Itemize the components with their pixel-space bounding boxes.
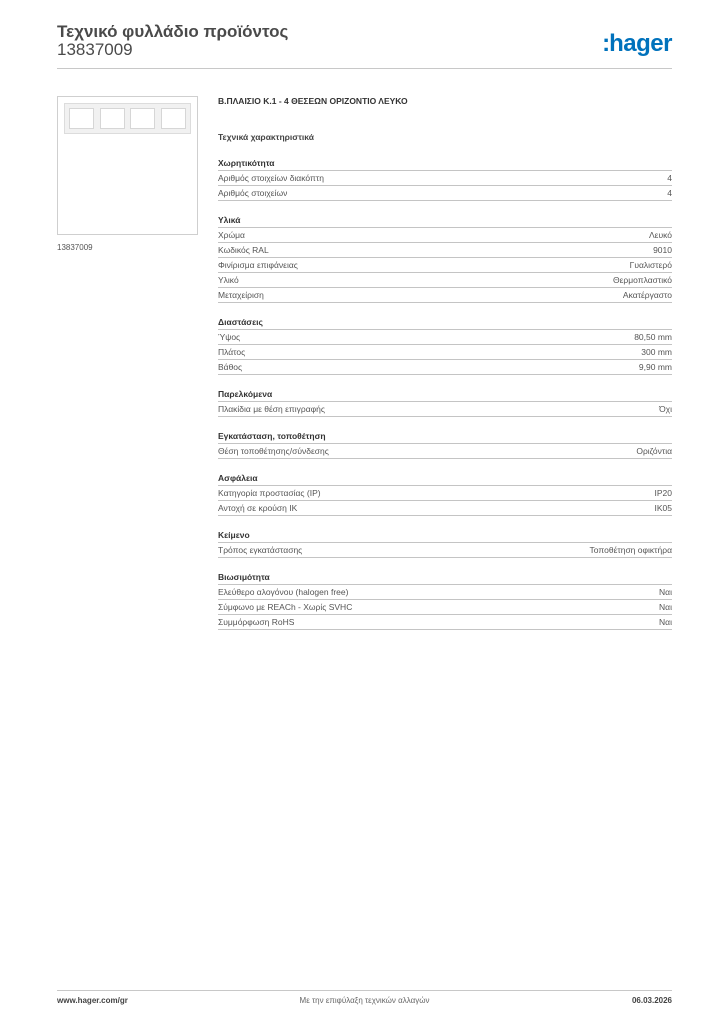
- spec-label: Χρώμα: [218, 230, 245, 240]
- spec-value: IK05: [654, 503, 672, 513]
- frame-slot: [161, 108, 186, 129]
- product-details: [218, 96, 672, 642]
- spec-label: Ύψος: [218, 332, 241, 342]
- page-footer: [57, 996, 672, 1010]
- page-header: [57, 20, 672, 68]
- spec-value: Τοποθέτηση οφικτήρα: [589, 545, 672, 555]
- spec-row: [218, 171, 672, 186]
- spec-group-title: Κείμενο: [218, 528, 672, 543]
- spec-label: Κωδικός RAL: [218, 245, 269, 255]
- spec-value: Ναι: [659, 602, 672, 612]
- document-number: 13837009: [57, 40, 133, 59]
- spec-row: [218, 330, 672, 345]
- spec-label: Υλικό: [218, 275, 239, 285]
- spec-label: Αριθμός στοιχείων διακόπτη: [218, 173, 324, 183]
- spec-label: Τρόπος εγκατάστασης: [218, 545, 303, 555]
- spec-label: Μεταχείριση: [218, 290, 264, 300]
- footer-date: 06.03.2026: [631, 996, 672, 1005]
- spec-value: 9010: [653, 245, 672, 255]
- spec-row: [218, 186, 672, 201]
- spec-value: Ακατέργαστο: [622, 290, 672, 300]
- spec-value: 300 mm: [641, 347, 672, 357]
- spec-label: Φινίρισμα επιφάνειας: [218, 260, 298, 270]
- logo-text: hager: [609, 30, 672, 57]
- spec-group-title: Υλικά: [218, 213, 672, 228]
- spec-group: [218, 156, 672, 201]
- document-title: Τεχνικό φυλλάδιο προϊόντος: [57, 22, 289, 41]
- spec-label: Αριθμός στοιχείων: [218, 188, 288, 198]
- spec-group-title: Χωρητικότητα: [218, 156, 672, 171]
- spec-row: [218, 615, 672, 630]
- frame-slot: [100, 108, 125, 129]
- product-image-caption: 13837009: [57, 243, 93, 252]
- spec-row: [218, 288, 672, 303]
- spec-group-title: Εγκατάσταση, τοποθέτηση: [218, 429, 672, 444]
- frame-slot: [69, 108, 94, 129]
- spec-value: Θερμοπλαστικό: [612, 275, 672, 285]
- spec-value: 9,90 mm: [638, 362, 672, 372]
- spec-group: [218, 315, 672, 375]
- spec-row: [218, 543, 672, 558]
- footer-website[interactable]: www.hager.com/gr: [57, 996, 128, 1005]
- frame-slot: [130, 108, 155, 129]
- spec-row: [218, 444, 672, 459]
- spec-row: [218, 600, 672, 615]
- spec-row: [218, 273, 672, 288]
- spec-group: [218, 570, 672, 630]
- spec-value: IP20: [654, 488, 672, 498]
- spec-value: 4: [667, 188, 672, 198]
- spec-row: [218, 345, 672, 360]
- spec-group: [218, 213, 672, 303]
- spec-group: [218, 429, 672, 459]
- spec-label: Θέση τοποθέτησης/σύνδεσης: [218, 446, 329, 456]
- spec-row: [218, 486, 672, 501]
- spec-row: [218, 501, 672, 516]
- hager-logo: [602, 30, 672, 58]
- spec-label: Πλάτος: [218, 347, 246, 357]
- spec-label: Πλακίδια με θέση επιγραφής: [218, 404, 325, 414]
- four-gang-frame-icon: [64, 103, 191, 134]
- product-image: [57, 96, 198, 235]
- logo-colon-icon: :: [602, 30, 609, 57]
- spec-row: [218, 402, 672, 417]
- spec-label: Σύμφωνο με REACh - Χωρίς SVHC: [218, 602, 353, 612]
- spec-group-title: Παρελκόμενα: [218, 387, 672, 402]
- spec-value: Λευκό: [649, 230, 672, 240]
- spec-groups: [218, 156, 672, 630]
- spec-group: [218, 471, 672, 516]
- footer-divider: [57, 990, 672, 991]
- spec-value: 80,50 mm: [634, 332, 672, 342]
- spec-value: Γυαλιστερό: [629, 260, 672, 270]
- spec-label: Κατηγορία προστασίας (IP): [218, 488, 321, 498]
- spec-value: Ναι: [659, 587, 672, 597]
- header-divider: [57, 68, 672, 69]
- product-name: Β.ΠΛΑΙΣΙΟ Κ.1 - 4 ΘΕΣΕΩΝ ΟΡΙΖΟΝΤΙΟ ΛΕΥΚΟ: [218, 96, 408, 106]
- spec-label: Αντοχή σε κρούση IK: [218, 503, 298, 513]
- spec-row: [218, 258, 672, 273]
- spec-value: Όχι: [659, 404, 672, 414]
- spec-row: [218, 228, 672, 243]
- spec-value: 4: [667, 173, 672, 183]
- spec-group: [218, 528, 672, 558]
- spec-label: Συμμόρφωση RoHS: [218, 617, 295, 627]
- spec-row: [218, 585, 672, 600]
- spec-value: Οριζόντια: [636, 446, 672, 456]
- spec-row: [218, 243, 672, 258]
- spec-value: Ναι: [659, 617, 672, 627]
- footer-disclaimer: Με την επιφύλαξη τεχνικών αλλαγών: [299, 996, 430, 1005]
- spec-row: [218, 360, 672, 375]
- spec-group-title: Διαστάσεις: [218, 315, 672, 330]
- spec-group: [218, 387, 672, 417]
- spec-label: Βάθος: [218, 362, 243, 372]
- spec-group-title: Βιωσιμότητα: [218, 570, 672, 585]
- spec-group-title: Ασφάλεια: [218, 471, 672, 486]
- technical-features-heading: Τεχνικά χαρακτηριστικά: [218, 132, 314, 142]
- spec-label: Ελεύθερο αλογόνου (halogen free): [218, 587, 349, 597]
